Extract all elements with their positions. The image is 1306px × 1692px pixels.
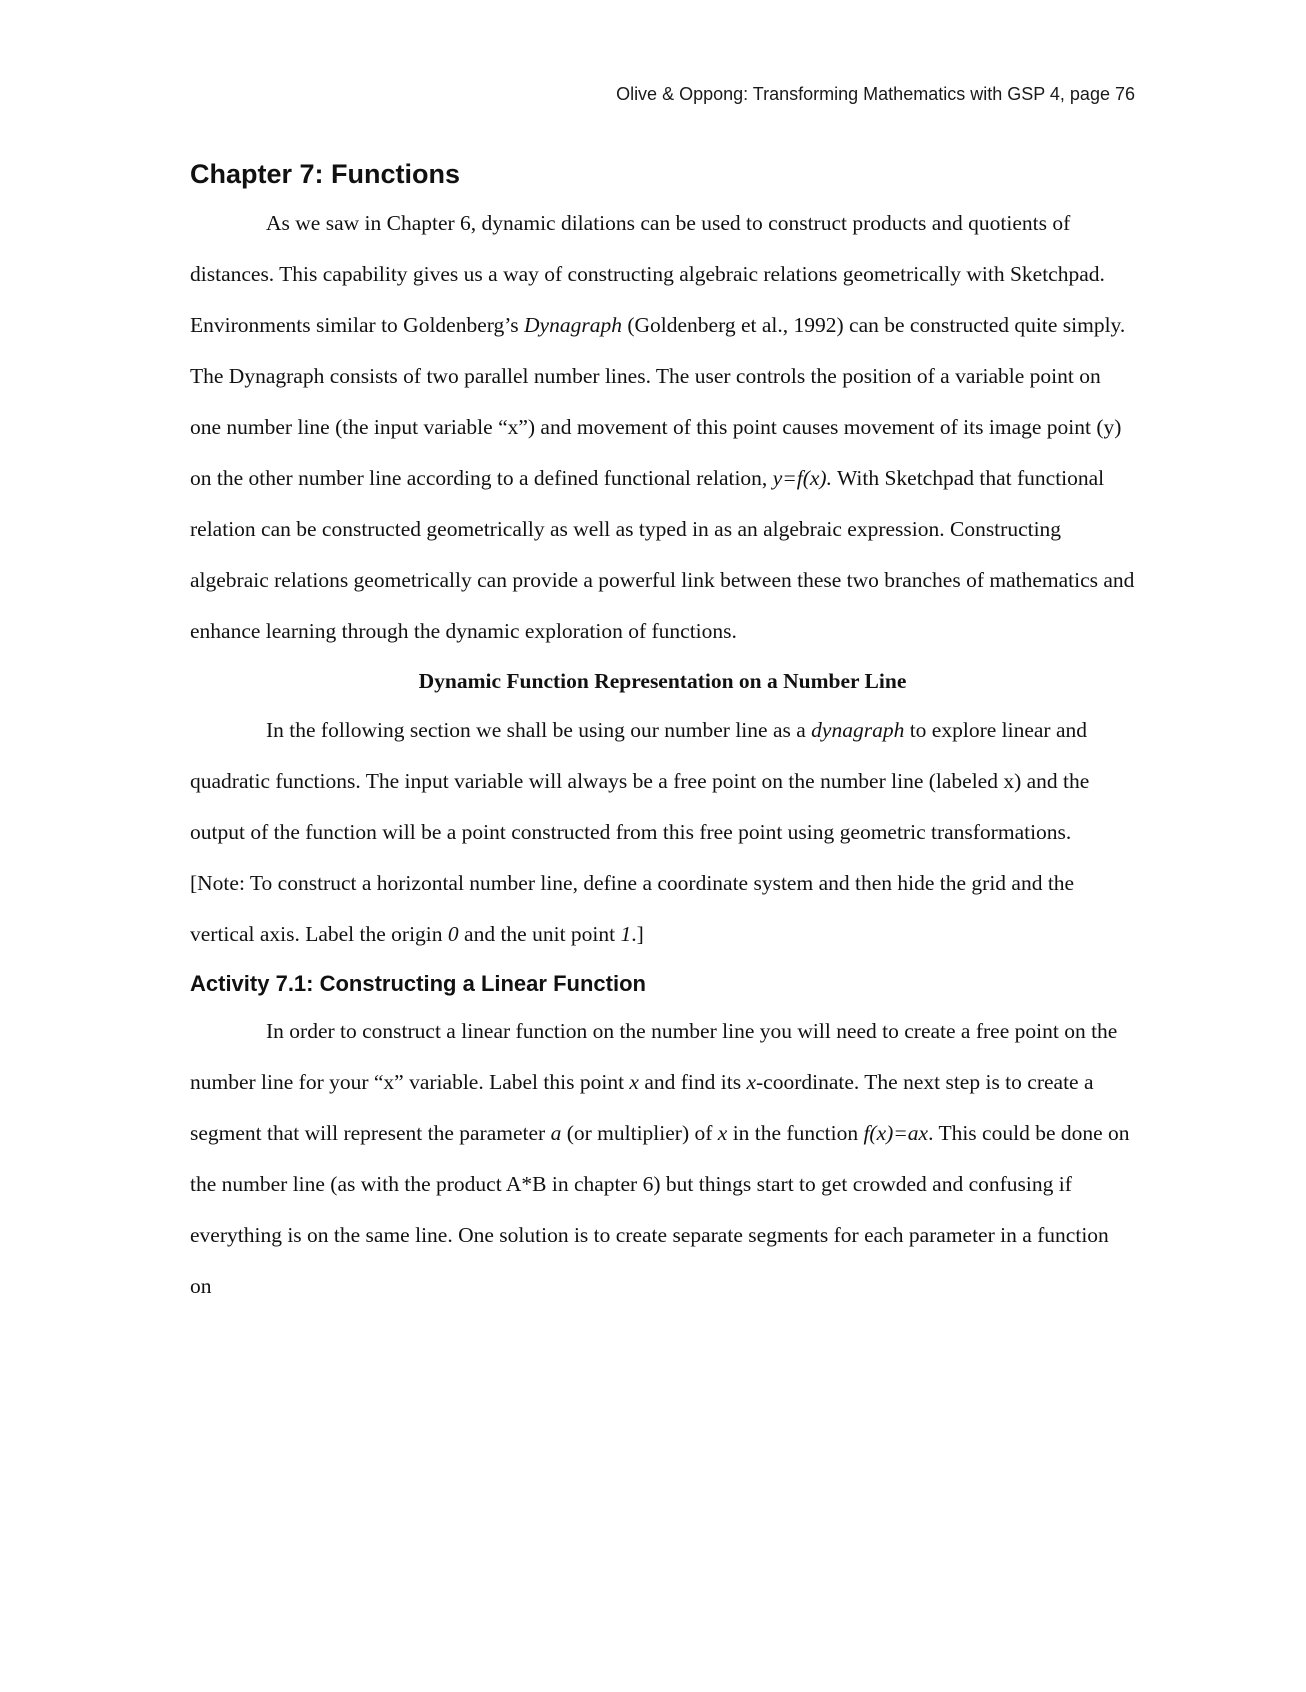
- activity-text-3: -coordinate. The next step is to create a segment that will represent the parameter: [190, 1070, 1094, 1145]
- unit-label: 1: [620, 922, 632, 946]
- var-x-2: x: [746, 1070, 757, 1094]
- chapter-title: Chapter 7: Functions: [190, 159, 461, 189]
- intro-text-1: As we saw in Chapter 6, dynamic dilations can be used to construct products and quotients of distances. This capability gives us a way of constructing algebraic relations geometrically with Sketchpad. Environments similar to Goldenberg’s: [190, 211, 1105, 337]
- activity-title: Activity 7.1: Constructing a Linear Function: [190, 971, 646, 996]
- origin-label: 0: [447, 922, 459, 946]
- var-x-3: x: [717, 1121, 728, 1145]
- dynagraph-term: Dynagraph: [524, 313, 622, 337]
- note-text-3: .]: [631, 922, 644, 946]
- intro-paragraph: [190, 198, 1135, 657]
- activity-text-2: and find its: [638, 1070, 747, 1094]
- note-paragraph: [190, 858, 1135, 960]
- linear-function: f(x)=ax: [863, 1121, 929, 1145]
- section-heading: Dynamic Function Representation on a Number Line: [418, 669, 907, 693]
- activity-text-1: In order to construct a linear function on the number line you will need to create a free point on the number line for your “x” variable. Label this point: [190, 1019, 1118, 1094]
- param-a: a: [550, 1121, 562, 1145]
- section-text-2: to explore linear and quadratic functions. The input variable will always be a free point on the number line (labeled x) and the output of the function will be a point constructed from this free point using geometric transformations.: [190, 718, 1090, 844]
- activity-text-6: . This could be done on the number line (as with the product A*B in chapter 6) but things start to get crowded and confusing if everything is on the same line. One solution is to create separate segments for each parameter in a function on: [190, 1121, 1130, 1298]
- note-text-1: [Note: To construct a horizontal number line, define a coordinate system and then hide the grid and the vertical axis. Label the origin: [190, 871, 1075, 946]
- var-x-1: x: [629, 1070, 639, 1094]
- intro-text-3: With Sketchpad that functional relation can be constructed geometrically as well as typed in as an algebraic expression. Constructing algebraic relations geometrically can provide a powerful link between these two branches of mathematics and enhance learning through the dynamic exploration of functions.: [190, 466, 1135, 643]
- note-text-2: and the unit point: [458, 922, 621, 946]
- activity-text-5: in the function: [727, 1121, 864, 1145]
- function-notation: y=f(x).: [772, 466, 832, 490]
- running-header: Olive & Oppong: Transforming Mathematics with GSP 4, page 76: [616, 84, 1135, 104]
- activity-text-4: (or multiplier) of: [561, 1121, 718, 1145]
- section-text-1: In the following section we shall be using our number line as a: [266, 718, 812, 742]
- section-paragraph: [190, 705, 1135, 858]
- activity-paragraph: [190, 1006, 1135, 1312]
- page-content: [190, 156, 1135, 1312]
- intro-text-2: (Goldenberg et al., 1992) can be constructed quite simply. The Dynagraph consists of two parallel number lines. The user controls the position of a variable point on one number line (the input variable “x”) and movement of this point causes movement of its image point (y) on the other number line according to a defined functional relation,: [190, 313, 1126, 490]
- dynagraph-term-lower: dynagraph: [811, 718, 905, 742]
